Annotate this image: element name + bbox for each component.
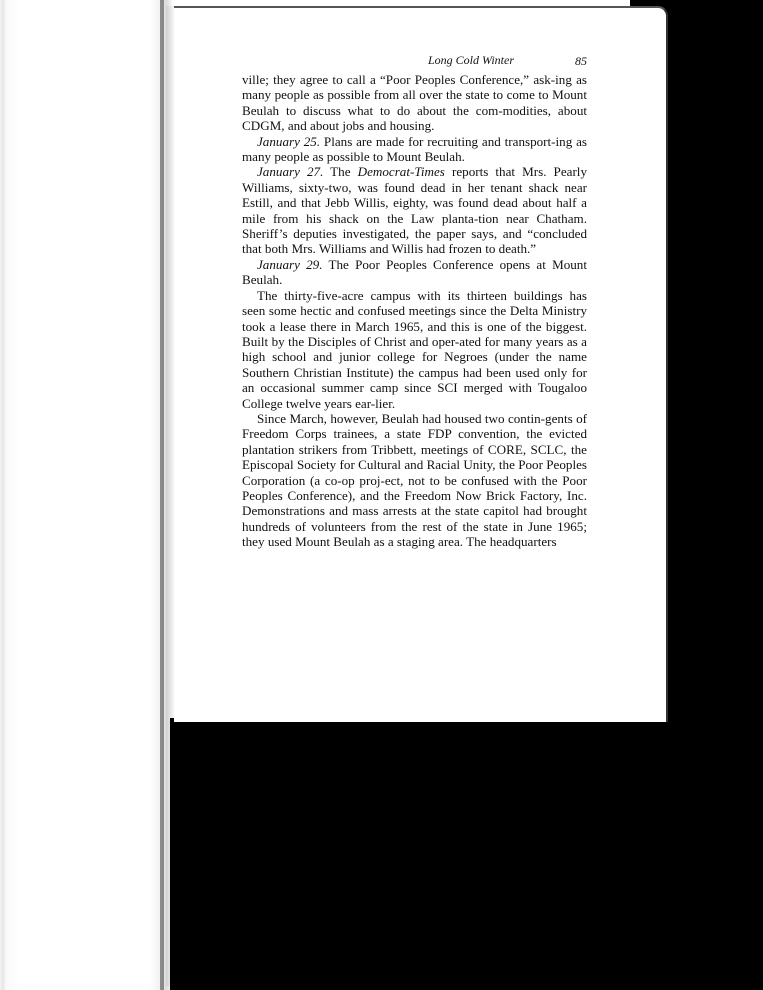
paragraph-january-25	[242, 134, 587, 165]
paragraph-january-29	[242, 257, 587, 288]
entry-text: The	[323, 164, 358, 180]
page-body-text	[242, 72, 587, 550]
page-number: 85	[575, 54, 587, 68]
paragraph-january-27	[242, 164, 587, 256]
paragraph-continuation: ville; they agree to call a “Poor Peoples Conference,” ask-ing as many people as possible from all over the state to come to Mount Beulah to discuss what to do about the com-modities, about CDGM, and about jobs and housing.	[242, 72, 587, 134]
scanner-left-margin	[0, 0, 172, 990]
book-gutter-shadow	[160, 0, 164, 990]
scanner-border-right	[666, 0, 763, 990]
entry-date: January 25.	[257, 133, 321, 149]
newspaper-title: Democrat-Times	[357, 164, 445, 180]
entry-date: January 27.	[257, 164, 324, 180]
entry-text: The Poor Peoples Conference opens at Mount Beulah.	[242, 256, 587, 288]
paragraph-since-march: Since March, however, Beulah had housed two contin-gents of Freedom Corps trainees, a state FDP convention, the evicted plantation strikers from Tribbett, meetings of CORE, SCLC, the Episcopal Society for Cultural and Racial Unity, the Poor Peoples Corporation (a co-op proj-ect, not to be confused with the Poor Peoples Conference), and the Freedom Now Brick Factory, Inc. Demonstrations and mass arrests at the state capitol had brought hundreds of volunteers from the rest of the state in June 1965; they used Mount Beulah as a staging area. The headquarters	[242, 410, 587, 550]
entry-text: reports that Mrs. Pearly Williams, sixty-two, was found dead in her tenant shack near Estill, and that Jebb Willis, eighty, was found dead about half a mile from his shack on the Law planta-tion near Chatham. Sheriff’s deputies investigated, the paper says, and “concluded that both Mrs. Williams and Willis had frozen to death.”	[242, 164, 587, 257]
scanner-border-bottom	[170, 718, 670, 990]
entry-date: January 29.	[257, 256, 323, 272]
entry-text: Plans are made for recruiting and transport-ing as many people as possible to Mount Beulah.	[242, 133, 587, 165]
paragraph-campus: The thirty-five-acre campus with its thirteen buildings has seen some hectic and confused meetings since the Delta Ministry took a lease there in March 1965, and this is one of the biggest. Built by the Disciples of Christ and oper-ated for many years as a high school and junior college for Negroes (under the name Southern Christian Institute) the campus had been used only for an occasional summer camp since SCI merged with Tougaloo College twelve years ear-lier.	[242, 287, 587, 411]
running-title: Long Cold Winter	[428, 53, 515, 67]
